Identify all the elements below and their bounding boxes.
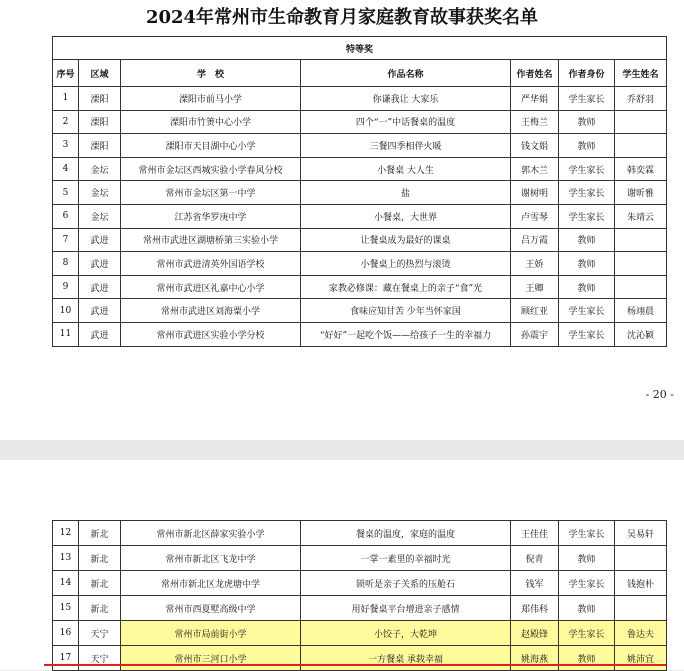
table-row: [53, 87, 667, 111]
table-cell: 溧阳市竹箦中心小学: [121, 110, 301, 134]
table-cell: 1: [53, 87, 79, 111]
table-cell: 常州市武进区礼嘉中心小学: [121, 275, 301, 299]
red-underline-mark: [44, 664, 666, 666]
page-number: - 20 -: [645, 388, 674, 401]
table-cell: 赵殿锋: [511, 621, 559, 646]
table-cell: 常州市新北区飞龙中学: [121, 546, 301, 571]
table-cell: 家教必修课：藏在餐桌上的亲子“食”光: [301, 275, 511, 299]
table-row: [53, 275, 667, 299]
table-cell: 学生家长: [559, 571, 615, 596]
table-cell: 小餐桌上的热烈与滚烫: [301, 252, 511, 276]
header-cell: 作者身份: [559, 60, 615, 87]
table-cell: 新北: [79, 596, 121, 621]
table-cell: 4: [53, 157, 79, 181]
table-cell: [615, 546, 667, 571]
award-category: 特等奖: [53, 37, 667, 60]
table-cell: 金坛: [79, 204, 121, 228]
table-cell: 谢昕雅: [615, 181, 667, 205]
table-cell: 三餐四季相伴火暖: [301, 134, 511, 158]
table-cell: 教师: [559, 252, 615, 276]
table-cell: 7: [53, 228, 79, 252]
table-cell: 钱文娟: [511, 134, 559, 158]
table-cell: 餐桌的温度，家庭的温度: [301, 521, 511, 546]
table-cell: 朱靖云: [615, 204, 667, 228]
table-cell: 金坛: [79, 157, 121, 181]
table-cell: 卢雪琴: [511, 204, 559, 228]
table-cell: 常州市金坛区西城实验小学春风分校: [121, 157, 301, 181]
table-cell: 王梅兰: [511, 110, 559, 134]
table-cell: 小饺子，大乾坤: [301, 621, 511, 646]
table-row: [53, 596, 667, 621]
table-cell: 2: [53, 110, 79, 134]
header-cell: 作者姓名: [511, 60, 559, 87]
table-cell: [615, 252, 667, 276]
table-row: [53, 521, 667, 546]
table-cell: 学生家长: [559, 87, 615, 111]
table-cell: 教师: [559, 646, 615, 671]
table-cell: 教师: [559, 134, 615, 158]
table-cell: 学生家长: [559, 204, 615, 228]
awards-table-page-2: [52, 520, 667, 671]
table-row: [53, 322, 667, 346]
table-cell: 小餐桌，大世界: [301, 204, 511, 228]
table-cell: 孙震宇: [511, 322, 559, 346]
table-cell: 学生家长: [559, 299, 615, 323]
table-cell: 学生家长: [559, 157, 615, 181]
table-cell: 严华娟: [511, 87, 559, 111]
table-cell: 11: [53, 322, 79, 346]
table-cell: 谢树明: [511, 181, 559, 205]
table-cell: 常州市局前街小学: [121, 621, 301, 646]
table-cell: 新北: [79, 571, 121, 596]
table-cell: 14: [53, 571, 79, 596]
table-cell: 王娇: [511, 252, 559, 276]
table-cell: 杨翊晨: [615, 299, 667, 323]
header-cell: 学 校: [121, 60, 301, 87]
table-cell: 钱军: [511, 571, 559, 596]
table-cell: 新北: [79, 521, 121, 546]
table-cell: 姚海燕: [511, 646, 559, 671]
table-cell: 乔舒羽: [615, 87, 667, 111]
table-cell: 教师: [559, 275, 615, 299]
table-cell: 郭木兰: [511, 157, 559, 181]
table-cell: 16: [53, 621, 79, 646]
table-cell: 天宁: [79, 646, 121, 671]
table-cell: 小餐桌 大人生: [301, 157, 511, 181]
document-title: 2024年常州市生命教育月家庭教育故事获奖名单: [145, 7, 539, 28]
table-cell: 钱抱朴: [615, 571, 667, 596]
table-cell: [615, 134, 667, 158]
table-cell: 吕万霞: [511, 228, 559, 252]
table-cell: 郑伟科: [511, 596, 559, 621]
table-cell: 四个“一”中话餐桌的温度: [301, 110, 511, 134]
table-cell: 常州市武进区实验小学分校: [121, 322, 301, 346]
table-cell: 溧阳: [79, 110, 121, 134]
table-cell: 武进: [79, 322, 121, 346]
table-cell: 用好餐桌平台增进亲子感情: [301, 596, 511, 621]
table-cell: 王卿: [511, 275, 559, 299]
table-cell: 常州市武进区刘海粟小学: [121, 299, 301, 323]
table-cell: 教师: [559, 228, 615, 252]
table-cell: 学生家长: [559, 322, 615, 346]
table-row: [53, 252, 667, 276]
table-cell: 学生家长: [559, 521, 615, 546]
table-cell: 倪青: [511, 546, 559, 571]
table-cell: 教师: [559, 546, 615, 571]
table-cell: 8: [53, 252, 79, 276]
table-cell: 6: [53, 204, 79, 228]
table-row: [53, 646, 667, 671]
table-cell: 鲁达夫: [615, 621, 667, 646]
table-cell: 韩奕霖: [615, 157, 667, 181]
table-cell: 溧阳市天目湖中心小学: [121, 134, 301, 158]
table-header-row: [53, 60, 667, 87]
table-cell: 17: [53, 646, 79, 671]
table-cell: 溧阳: [79, 87, 121, 111]
header-cell: 序号: [53, 60, 79, 87]
table-cell: [615, 110, 667, 134]
table-cell: 武进: [79, 252, 121, 276]
table-cell: 新北: [79, 546, 121, 571]
table-cell: 天宁: [79, 621, 121, 646]
table-cell: 常州市武进区湖塘桥第三实验小学: [121, 228, 301, 252]
table-cell: 食味应知甘苦 少年当怀家国: [301, 299, 511, 323]
table-cell: 常州市西夏墅高级中学: [121, 596, 301, 621]
table-row: [53, 134, 667, 158]
table-cell: 让餐桌成为最好的课桌: [301, 228, 511, 252]
table-cell: 常州市新北区薛家实验小学: [121, 521, 301, 546]
table-cell: 金坛: [79, 181, 121, 205]
table-row: [53, 299, 667, 323]
table-cell: 顾红亚: [511, 299, 559, 323]
table-cell: 沈沁颖: [615, 322, 667, 346]
table-cell: 常州市新北区龙虎塘中学: [121, 571, 301, 596]
table-cell: 常州市三河口小学: [121, 646, 301, 671]
table-row: [53, 546, 667, 571]
table-cell: [615, 596, 667, 621]
table-cell: 15: [53, 596, 79, 621]
table-cell: 溧阳: [79, 134, 121, 158]
table-cell: 武进: [79, 275, 121, 299]
table-cell: [615, 228, 667, 252]
header-cell: 区域: [79, 60, 121, 87]
table-row: [53, 621, 667, 646]
awards-table-page-1: [52, 36, 667, 347]
table-cell: 5: [53, 181, 79, 205]
table-cell: 12: [53, 521, 79, 546]
table-cell: 武进: [79, 299, 121, 323]
table-row: [53, 204, 667, 228]
table-cell: 你谦我让 大家乐: [301, 87, 511, 111]
table-cell: 王佳佳: [511, 521, 559, 546]
table-cell: 学生家长: [559, 621, 615, 646]
table-cell: 溧阳市前马小学: [121, 87, 301, 111]
table-cell: 13: [53, 546, 79, 571]
table-cell: [615, 275, 667, 299]
header-cell: 学生姓名: [615, 60, 667, 87]
table-cell: 9: [53, 275, 79, 299]
table-cell: 3: [53, 134, 79, 158]
table-row: [53, 157, 667, 181]
table-row: [53, 181, 667, 205]
table-cell: 江苏省华罗庚中学: [121, 204, 301, 228]
table-cell: 武进: [79, 228, 121, 252]
header-cell: 作品名称: [301, 60, 511, 87]
table-cell: 一方餐桌 承载幸福: [301, 646, 511, 671]
table-cell: “好好”一起吃个饭——给孩子一生的幸福力: [301, 322, 511, 346]
table-row: [53, 228, 667, 252]
table-cell: 常州市武进清英外国语学校: [121, 252, 301, 276]
table-cell: 一掌一素里的幸福时光: [301, 546, 511, 571]
table-row: [53, 571, 667, 596]
table-cell: 锁听是亲子关系的压舱石: [301, 571, 511, 596]
table-cell: 教师: [559, 596, 615, 621]
table-cell: 吴易轩: [615, 521, 667, 546]
table-cell: 常州市金坛区第一中学: [121, 181, 301, 205]
table-cell: 教师: [559, 110, 615, 134]
table-cell: 盐: [301, 181, 511, 205]
table-cell: 姚沛宜: [615, 646, 667, 671]
table-row: [53, 110, 667, 134]
table-cell: 10: [53, 299, 79, 323]
table-cell: 学生家长: [559, 181, 615, 205]
